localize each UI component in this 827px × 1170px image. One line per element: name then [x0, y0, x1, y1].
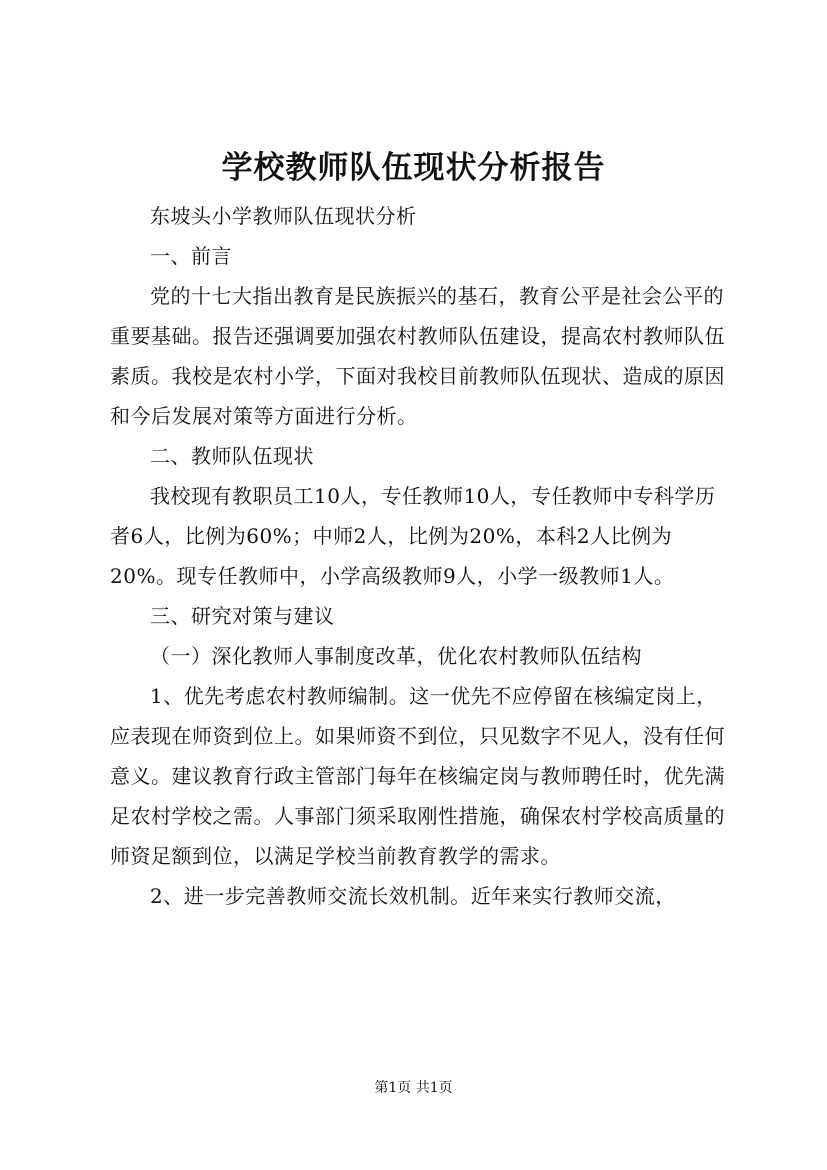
paragraph-item-2: 2、进一步完善教师交流长效机制。近年来实行教师交流，: [150, 884, 676, 908]
paragraph-subtitle: 东坡头小学教师队伍现状分析: [150, 204, 417, 228]
document-body: [110, 196, 730, 916]
subsection-heading-reform: （一）深化教师人事制度改革，优化农村教师队伍结构: [150, 644, 642, 668]
page-number: 第1页 共1页: [374, 1080, 453, 1096]
section-heading-suggestions: 三、研究对策与建议: [150, 604, 335, 628]
section-heading-status: 二、教师队伍现状: [150, 444, 314, 468]
paragraph-status: 我校现有教职员工10人，专任教师10人，专任教师中专科学历者6人，比例为60%；中师2人，比例为20%，本科2人比例为20%。现专任教师中，小学高级教师9人，小学一级教师1人。: [110, 484, 716, 588]
document-title: 学校教师队伍现状分析报告: [221, 150, 606, 186]
paragraph-preface: 党的十七大指出教育是民族振兴的基石，教育公平是社会公平的重要基础。报告还强调要加强农村教师队伍建设，提高农村教师队伍素质。我校是农村小学，下面对我校目前教师队伍现状、造成的原因和今后发展对策等方面进行分析。: [110, 284, 725, 428]
paragraph-item-1: 1、优先考虑农村教师编制。这一优先不应停留在核编定岗上，应表现在师资到位上。如果师资不到位，只见数字不见人，没有任何意义。建议教育行政主管部门每年在核编定岗与教师聘任时，优先满足农村学校之需。人事部门须采取刚性措施，确保农村学校高质量的师资足额到位，以满足学校当前教育教学的需求。: [110, 684, 725, 868]
section-heading-preface: 一、前言: [150, 244, 232, 268]
